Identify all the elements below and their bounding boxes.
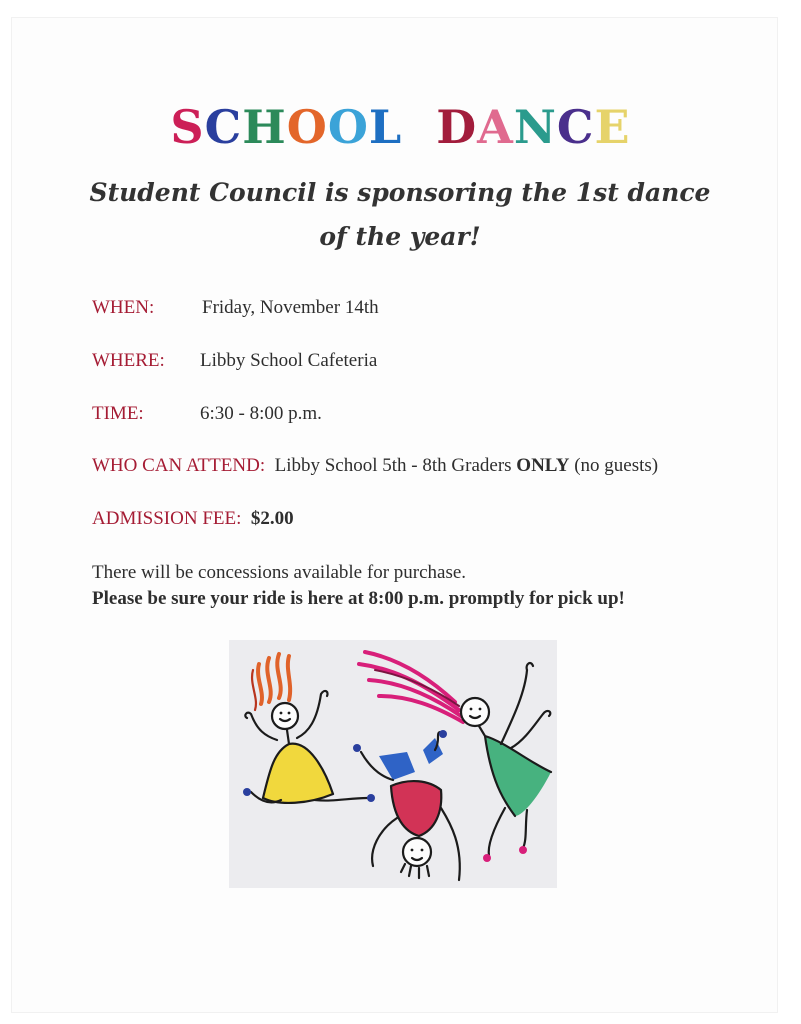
flyer-subtitle bbox=[80, 171, 720, 259]
fee-row bbox=[92, 508, 294, 530]
title-letter: E bbox=[594, 100, 631, 154]
title-letter bbox=[419, 100, 436, 154]
where-value: Libby School Cafeteria bbox=[200, 350, 378, 371]
who-only: ONLY bbox=[516, 455, 570, 476]
where-label: WHERE: bbox=[92, 350, 165, 371]
concessions-note: There will be concessions available for purchase. bbox=[92, 562, 467, 583]
title-letter: C bbox=[204, 100, 243, 154]
when-label: WHEN: bbox=[92, 297, 155, 318]
time-label: TIME: bbox=[92, 403, 144, 424]
when-value: Friday, November 14th bbox=[202, 297, 379, 318]
title-letter: N bbox=[513, 100, 557, 154]
fee-label: ADMISSION FEE: bbox=[92, 508, 242, 529]
time-row bbox=[92, 403, 322, 425]
dancing-kids-illustration bbox=[229, 640, 557, 888]
title-letter bbox=[402, 100, 419, 154]
fee-value: $2.00 bbox=[250, 508, 294, 529]
dancing-kids-drawing bbox=[229, 640, 557, 888]
title-letter: C bbox=[556, 100, 595, 154]
kid-yellow bbox=[243, 654, 375, 803]
flyer-title bbox=[0, 100, 801, 154]
title-letter: O bbox=[327, 100, 369, 154]
title-letter: L bbox=[368, 100, 403, 154]
subtitle-line-1: Student Council is sponsoring the 1st dance bbox=[89, 178, 711, 207]
title-letter: S bbox=[170, 100, 205, 154]
title-letter: O bbox=[286, 100, 328, 154]
subtitle-line-2: of the year! bbox=[319, 222, 481, 251]
notes bbox=[92, 560, 625, 612]
who-label: WHO CAN ATTEND: bbox=[92, 455, 266, 476]
when-row bbox=[92, 297, 379, 319]
title-letter: D bbox=[436, 100, 478, 154]
title-letter: A bbox=[477, 100, 514, 154]
pickup-note: Please be sure your ride is here at 8:00 p.m. promptly for pick up! bbox=[92, 588, 625, 609]
who-guests: (no guests) bbox=[574, 455, 659, 476]
who-row bbox=[92, 455, 658, 477]
time-value: 6:30 - 8:00 p.m. bbox=[200, 403, 322, 424]
title-letter: H bbox=[242, 100, 287, 154]
who-value: Libby School 5th - 8th Graders bbox=[274, 455, 512, 476]
kid-red bbox=[353, 730, 460, 880]
where-row bbox=[92, 350, 378, 372]
